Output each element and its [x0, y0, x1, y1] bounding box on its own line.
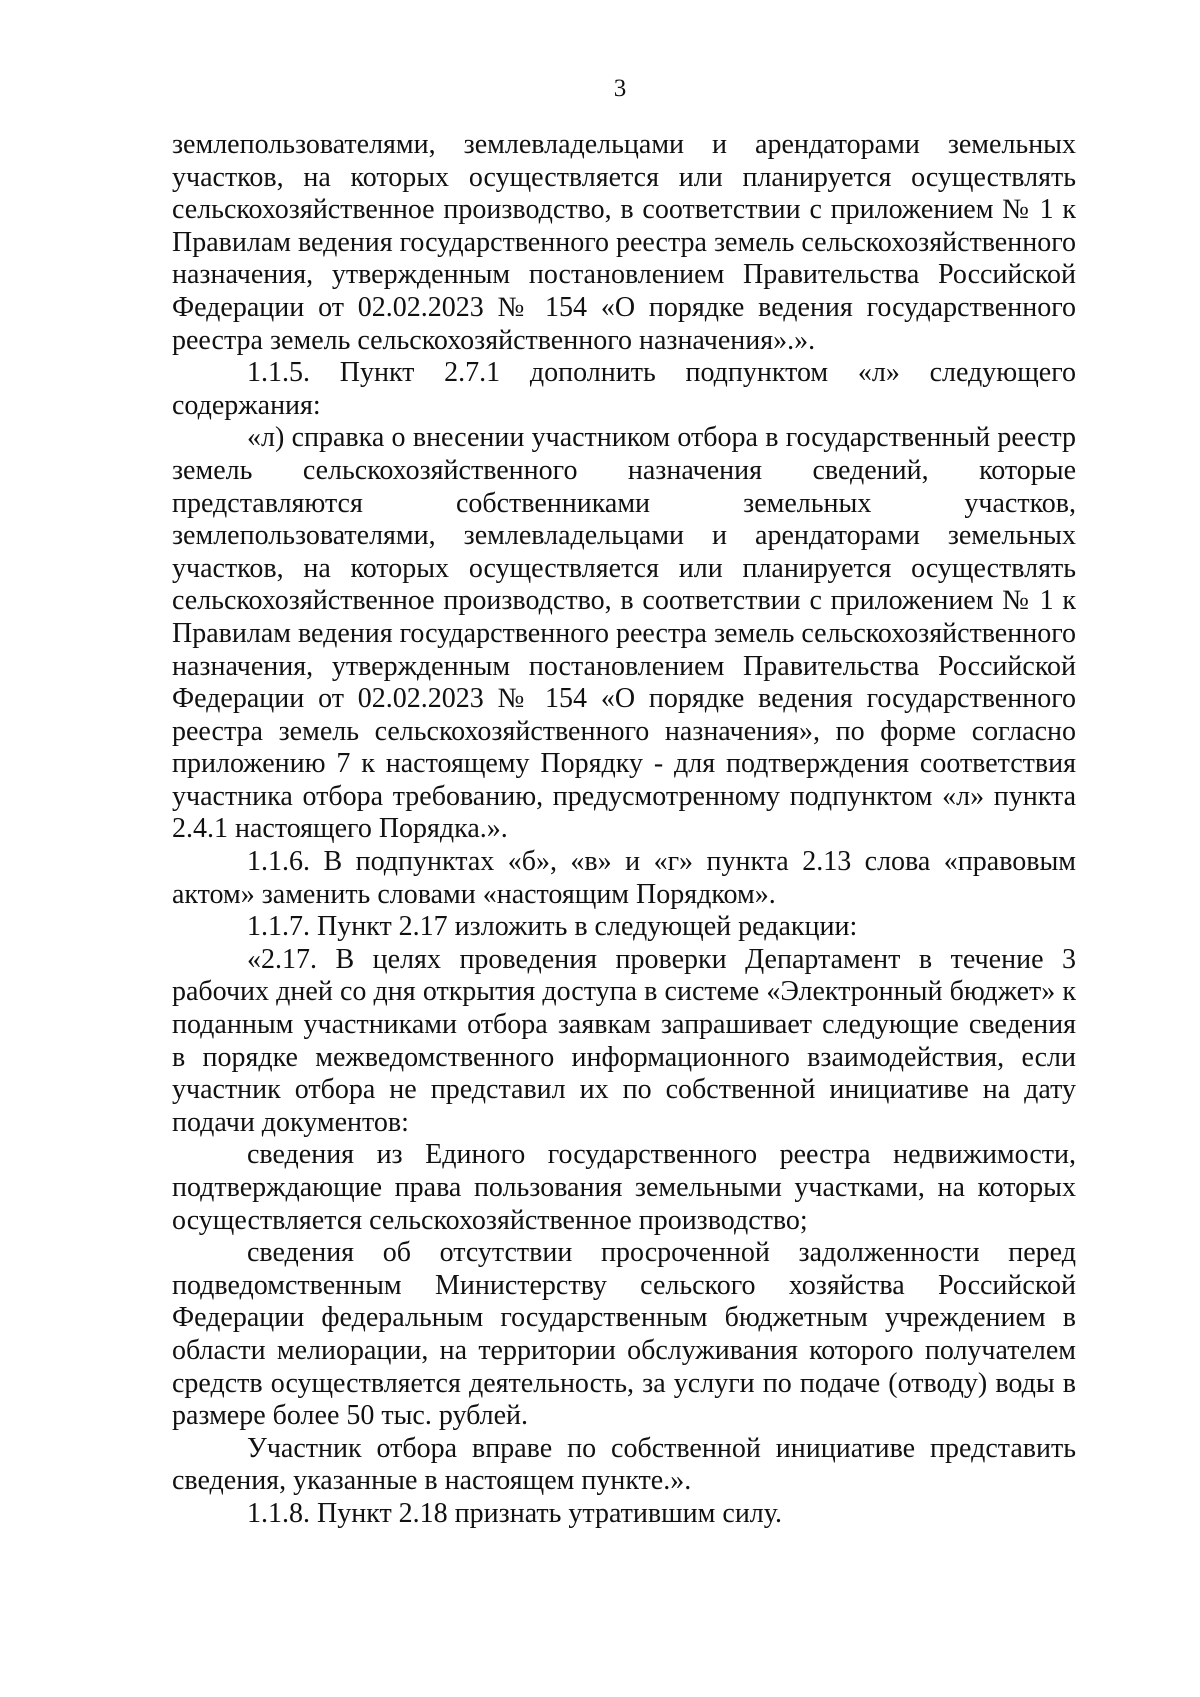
document-body [172, 129, 1076, 1531]
paragraph: 1.1.8. Пункт 2.18 признать утратившим силу. [247, 1497, 782, 1529]
paragraph: «л) справка о внесении участником отбора в государственный реестр земель сельскохозяйственного назначения сведений, которые представляются собственниками земельных участков, землепользователями, землевладельцами и арендаторами земельных участков, на которых осуществляется или планируется осуществлять сельскохозяйственное производство, в соответствии с приложением № 1 к Правилам ведения государственного реестра земель сельскохозяйственного назначения, утвержденным постановлением Правительства Российской Федерации от 02.02.2023 № 154 «О порядке ведения государственного реестра земель сельскохозяйственного назначения», по форме согласно приложению 7 к настоящему Порядку - для подтверждения соответствия участника отбора требованию, предусмотренному подпунктом «л» пункта 2.4.1 настоящего Порядка.». [172, 422, 1076, 845]
paragraph: «2.17. В целях проведения проверки Департамент в течение 3 рабочих дней со дня открытия доступа в системе «Электронный бюджет» к поданным участниками отбора заявкам запрашивает следующие сведения в порядке межведомственного информационного взаимодействия, если участник отбора не представил их по собственной инициативе на дату подачи документов: [172, 943, 1076, 1138]
paragraph: сведения об отсутствии просроченной задолженности перед подведомственным Министерству сельского хозяйства Российской Федерации федеральным государственным бюджетным учреждением в области мелиорации, на территории обслуживания которого получателем средств осуществляется деятельность, за услуги по подаче (отводу) воды в размере более 50 тыс. рублей. [172, 1237, 1076, 1432]
paragraph: 1.1.6. В подпунктах «б», «в» и «г» пункта 2.13 слова «правовым актом» заменить словами «настоящим Порядком». [172, 846, 1076, 910]
paragraph: 1.1.7. Пункт 2.17 изложить в следующей редакции: [247, 911, 858, 943]
paragraph: 1.1.5. Пункт 2.7.1 дополнить подпунктом «л» следующего содержания: [172, 357, 1076, 421]
page-number: 3 [613, 75, 627, 102]
paragraph: сведения из Единого государственного реестра недвижимости, подтверждающие права пользования земельными участками, на которых осуществляется сельскохозяйственное производство; [172, 1139, 1076, 1236]
paragraph: Участник отбора вправе по собственной инициативе представить сведения, указанные в настоящем пункте.». [172, 1432, 1076, 1497]
paragraph: землепользователями, землевладельцами и арендаторами земельных участков, на которых осуществляется или планируется осуществлять сельскохозяйственное производство, в соответствии с приложением № 1 к Правилам ведения государственного реестра земель сельскохозяйственного назначения, утвержденным постановлением Правительства Российской Федерации от 02.02.2023 № 154 «О порядке ведения государственного реестра земель сельскохозяйственного назначения».». [172, 129, 1076, 356]
